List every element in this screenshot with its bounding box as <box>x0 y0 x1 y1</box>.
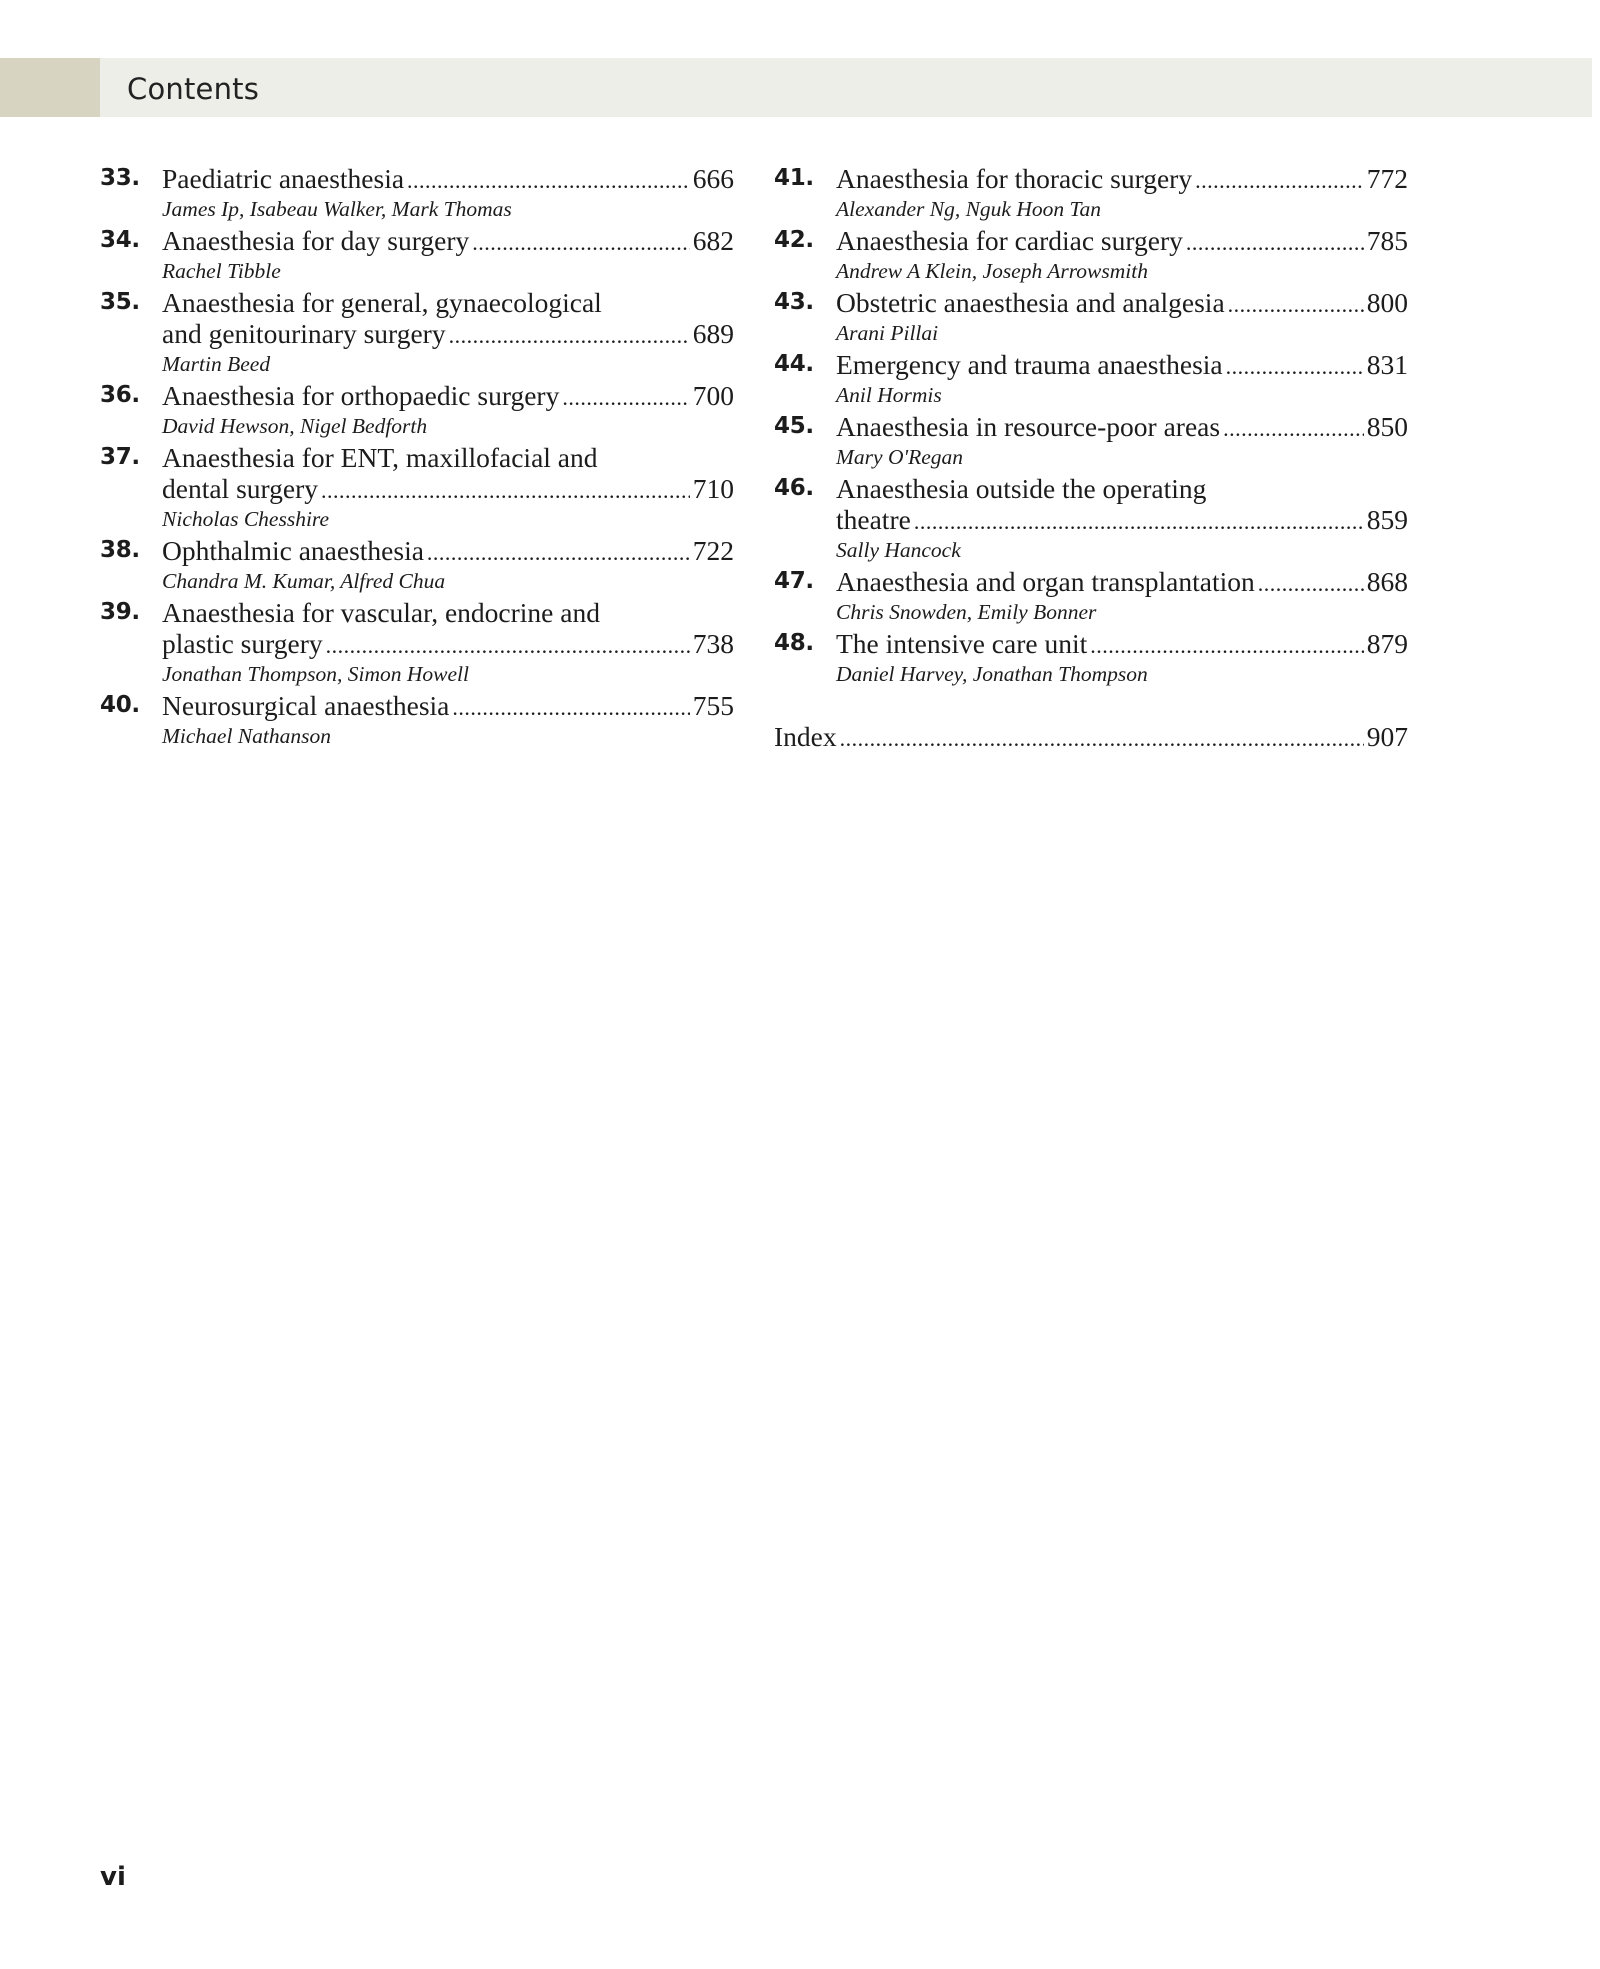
chapter-number: 36. <box>100 382 140 408</box>
chapter-title: Obstetric anaesthesia and analgesia <box>836 287 1225 318</box>
chapter-title: Anaesthesia for ENT, maxillofacial and <box>162 442 598 473</box>
toc-left-column <box>100 163 734 752</box>
chapter-number: 34. <box>100 227 140 253</box>
chapter-title-line <box>162 442 734 473</box>
chapter-number: 44. <box>774 351 814 377</box>
toc-entry[interactable] <box>774 163 1408 225</box>
toc-index-line <box>774 721 1408 752</box>
page-number: 700 <box>692 380 734 411</box>
chapter-title: Anaesthesia for thoracic surgery <box>836 163 1193 194</box>
running-header <box>0 58 1592 117</box>
chapter-title: Anaesthesia for orthopaedic surgery <box>162 380 560 411</box>
chapter-title: Paediatric anaesthesia <box>162 163 405 194</box>
chapter-title: Anaesthesia in resource-poor areas <box>836 411 1221 442</box>
chapter-title-line <box>162 318 734 349</box>
page-number: 850 <box>1366 411 1408 442</box>
dot-leader <box>1223 413 1364 444</box>
page-number: 785 <box>1366 225 1408 256</box>
chapter-number: 33. <box>100 165 140 191</box>
page-number: 879 <box>1366 628 1408 659</box>
chapter-title: Emergency and trauma anaesthesia <box>836 349 1223 380</box>
chapter-title-line <box>162 597 734 628</box>
toc-entry[interactable] <box>100 380 734 442</box>
chapter-title: Ophthalmic anaesthesia <box>162 535 424 566</box>
chapter-title: Anaesthesia outside the operating <box>836 473 1207 504</box>
toc-entry[interactable] <box>774 349 1408 411</box>
page-title: Contents <box>127 72 260 106</box>
chapter-title-line <box>162 287 734 318</box>
chapter-number: 35. <box>100 289 140 315</box>
toc-right-column <box>774 163 1408 752</box>
toc-entry[interactable] <box>100 225 734 287</box>
page-number: 772 <box>1366 163 1408 194</box>
chapter-number: 40. <box>100 692 140 718</box>
dot-leader <box>1226 351 1364 382</box>
dot-leader <box>452 692 689 723</box>
chapter-title-line <box>162 628 734 659</box>
page-number: 868 <box>1366 566 1408 597</box>
page-number: 831 <box>1366 349 1408 380</box>
toc-entry[interactable] <box>100 597 734 690</box>
index-title: Index <box>774 721 837 752</box>
chapter-title-line <box>836 473 1408 504</box>
chapter-authors: Michael Nathanson <box>162 724 331 748</box>
chapter-title: theatre <box>836 504 911 535</box>
chapter-authors: Mary O'Regan <box>836 445 963 469</box>
chapter-authors: James Ip, Isabeau Walker, Mark Thomas <box>162 197 512 221</box>
page-number: 666 <box>692 163 734 194</box>
chapter-title-line <box>162 690 734 721</box>
chapter-number: 41. <box>774 165 814 191</box>
chapter-number: 48. <box>774 630 814 656</box>
chapter-authors: Rachel Tibble <box>162 259 281 283</box>
toc-entry[interactable] <box>100 163 734 225</box>
chapter-number: 37. <box>100 444 140 470</box>
chapter-title: Anaesthesia for cardiac surgery <box>836 225 1183 256</box>
toc-index-entry[interactable] <box>774 721 1408 752</box>
chapter-title: Anaesthesia for day surgery <box>162 225 470 256</box>
chapter-title-line <box>162 163 734 194</box>
dot-leader <box>562 382 689 413</box>
chapter-title-line <box>836 566 1408 597</box>
dot-leader <box>1258 568 1364 599</box>
chapter-title-line <box>836 628 1408 659</box>
chapter-number: 47. <box>774 568 814 594</box>
chapter-authors: Nicholas Chesshire <box>162 507 330 531</box>
page-number: 689 <box>692 318 734 349</box>
dot-leader <box>914 506 1364 537</box>
chapter-title: dental surgery <box>162 473 319 504</box>
chapter-title: and genitourinary surgery <box>162 318 446 349</box>
chapter-title-line <box>836 504 1408 535</box>
page-number: 738 <box>692 628 734 659</box>
page-number: 859 <box>1366 504 1408 535</box>
toc-entry[interactable] <box>100 690 734 752</box>
page-number: 722 <box>692 535 734 566</box>
chapter-title: The intensive care unit <box>836 628 1088 659</box>
chapter-authors: Daniel Harvey, Jonathan Thompson <box>836 662 1148 686</box>
dot-leader <box>472 227 690 258</box>
toc-entry[interactable] <box>100 535 734 597</box>
chapter-title: Neurosurgical anaesthesia <box>162 690 450 721</box>
chapter-number: 39. <box>100 599 140 625</box>
header-accent-tab <box>0 58 100 117</box>
dot-leader <box>1090 630 1364 661</box>
page-number: 710 <box>692 473 734 504</box>
dot-leader <box>1186 227 1364 258</box>
chapter-title-line <box>836 349 1408 380</box>
chapter-authors: Jonathan Thompson, Simon Howell <box>162 662 469 686</box>
chapter-authors: David Hewson, Nigel Bedforth <box>162 414 428 438</box>
dot-leader <box>321 475 690 506</box>
page-number: 682 <box>692 225 734 256</box>
dot-leader <box>1195 165 1364 196</box>
chapter-authors: Chris Snowden, Emily Bonner <box>836 600 1097 624</box>
chapter-number: 38. <box>100 537 140 563</box>
chapter-title-line <box>836 287 1408 318</box>
toc-entry[interactable] <box>774 566 1408 628</box>
page-number: 755 <box>692 690 734 721</box>
toc-entry[interactable] <box>774 411 1408 473</box>
chapter-authors: Alexander Ng, Nguk Hoon Tan <box>836 197 1101 221</box>
chapter-number: 42. <box>774 227 814 253</box>
dot-leader <box>1228 289 1364 320</box>
toc-right-entries <box>774 163 1408 690</box>
page-folio: vi <box>100 1862 126 1892</box>
chapter-authors: Sally Hancock <box>836 538 961 562</box>
chapter-authors: Anil Hormis <box>836 383 942 407</box>
chapter-title-line <box>836 411 1408 442</box>
chapter-title: plastic surgery <box>162 628 323 659</box>
chapter-title-line <box>162 225 734 256</box>
chapter-authors: Arani Pillai <box>836 321 939 345</box>
toc-entry[interactable] <box>774 287 1408 349</box>
toc-entry[interactable] <box>100 287 734 380</box>
page-number: 800 <box>1366 287 1408 318</box>
chapter-title-line <box>162 535 734 566</box>
chapter-title: Anaesthesia for vascular, endocrine and <box>162 597 600 628</box>
dot-leader <box>407 165 690 196</box>
chapter-number: 43. <box>774 289 814 315</box>
index-page-number: 907 <box>1366 721 1408 752</box>
dot-leader <box>449 320 690 351</box>
chapter-authors: Martin Beed <box>162 352 271 376</box>
chapter-title-line <box>836 163 1408 194</box>
toc-entry[interactable] <box>100 442 734 535</box>
chapter-number: 46. <box>774 475 814 501</box>
toc-entry[interactable] <box>774 473 1408 566</box>
chapter-number: 45. <box>774 413 814 439</box>
chapter-title-line <box>162 473 734 504</box>
dot-leader <box>427 537 690 568</box>
dot-leader <box>840 723 1364 754</box>
chapter-title: Anaesthesia for general, gynaecological <box>162 287 602 318</box>
chapter-title: Anaesthesia and organ transplantation <box>836 566 1255 597</box>
chapter-title-line <box>162 380 734 411</box>
toc-entry[interactable] <box>774 628 1408 690</box>
dot-leader <box>326 630 690 661</box>
chapter-authors: Andrew A Klein, Joseph Arrowsmith <box>836 259 1148 283</box>
chapter-title-line <box>836 225 1408 256</box>
toc-entry[interactable] <box>774 225 1408 287</box>
chapter-authors: Chandra M. Kumar, Alfred Chua <box>162 569 446 593</box>
